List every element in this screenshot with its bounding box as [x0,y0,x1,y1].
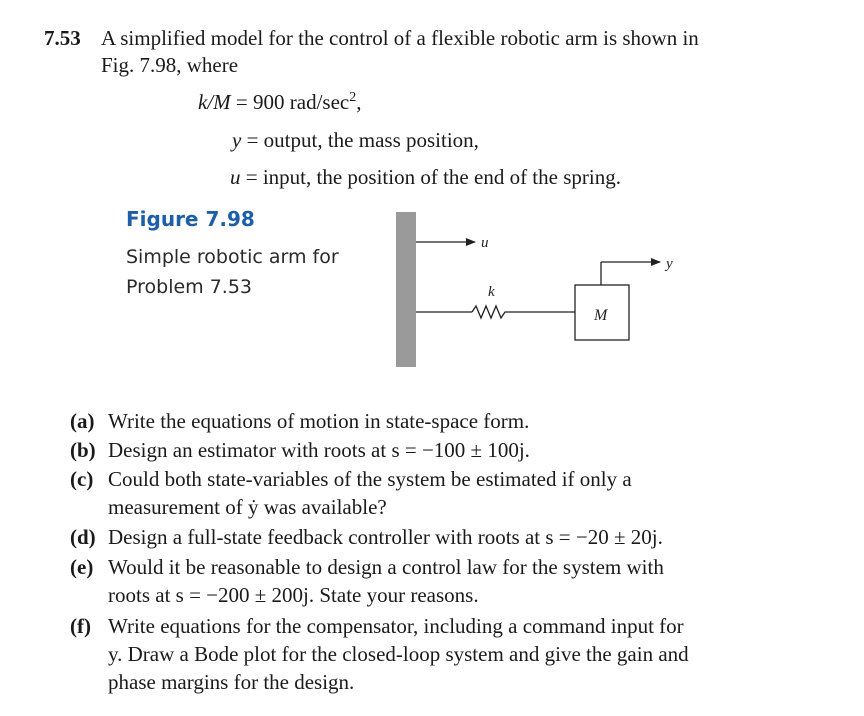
part-a-text-line-1: Write the equations of motion in state-space form. [108,409,530,433]
problem-statement-line-1: A simplified model for the control of a flexible robotic arm is shown in [101,26,699,50]
part-c-label: (c) [70,467,94,491]
figure-caption-line-1: Simple robotic arm for [126,246,339,268]
part-e-text-line-1: Would it be reasonable to design a control law for the system with [108,555,664,579]
label-u: u [481,235,489,251]
eq1-end: , [356,90,362,114]
part-c-text-line-1: Could both state-variables of the system be estimated if only a [108,467,632,491]
part-a-label: (a) [70,409,95,433]
problem-number: 7.53 [44,26,81,50]
part-f-text-line-2: y. Draw a Bode plot for the closed-loop system and give the gain and [108,642,689,666]
equation-stiffness-ratio [198,90,361,115]
part-b-text-line-1: Design an estimator with roots at s = −100 ± 100j. [108,438,530,462]
problem-statement-line-2: Fig. 7.98, where [101,53,239,77]
equation-output-definition [232,128,479,153]
label-M: M [594,307,608,324]
wall [396,212,416,367]
part-e-label: (e) [70,555,94,579]
part-c-text-line-2: measurement of ẏ was available? [108,495,387,519]
eq2-text: = output, the mass position, [241,128,479,152]
label-k: k [488,284,495,300]
part-f-text-line-3: phase margins for the design. [108,670,355,694]
figure-title: Figure 7.98 [126,207,255,231]
part-f-label: (f) [70,614,91,638]
part-e-text-line-2: roots at s = −200 ± 200j. State your reasons. [108,583,479,607]
part-d-text-line-1: Design a full-state feedback controller with roots at s = −20 ± 20j. [108,525,663,549]
label-y: y [666,256,673,272]
eq2-var: y [232,128,242,152]
spring [472,306,530,318]
eq1-equals: = [230,90,253,114]
part-b-label: (b) [70,438,96,462]
equation-input-definition [230,165,621,190]
eq3-var: u [230,165,241,189]
eq1-rhs: 900 rad/sec [253,90,350,114]
eq1-exponent: 2 [349,90,357,105]
robotic-arm-diagram [380,200,700,375]
figure-caption-line-2: Problem 7.53 [126,276,253,298]
eq1-lhs: k/M [198,90,231,114]
part-f-text-line-1: Write equations for the compensator, including a command input for [108,614,684,638]
part-d-label: (d) [70,525,96,549]
eq3-text: = input, the position of the end of the spring. [240,165,621,189]
